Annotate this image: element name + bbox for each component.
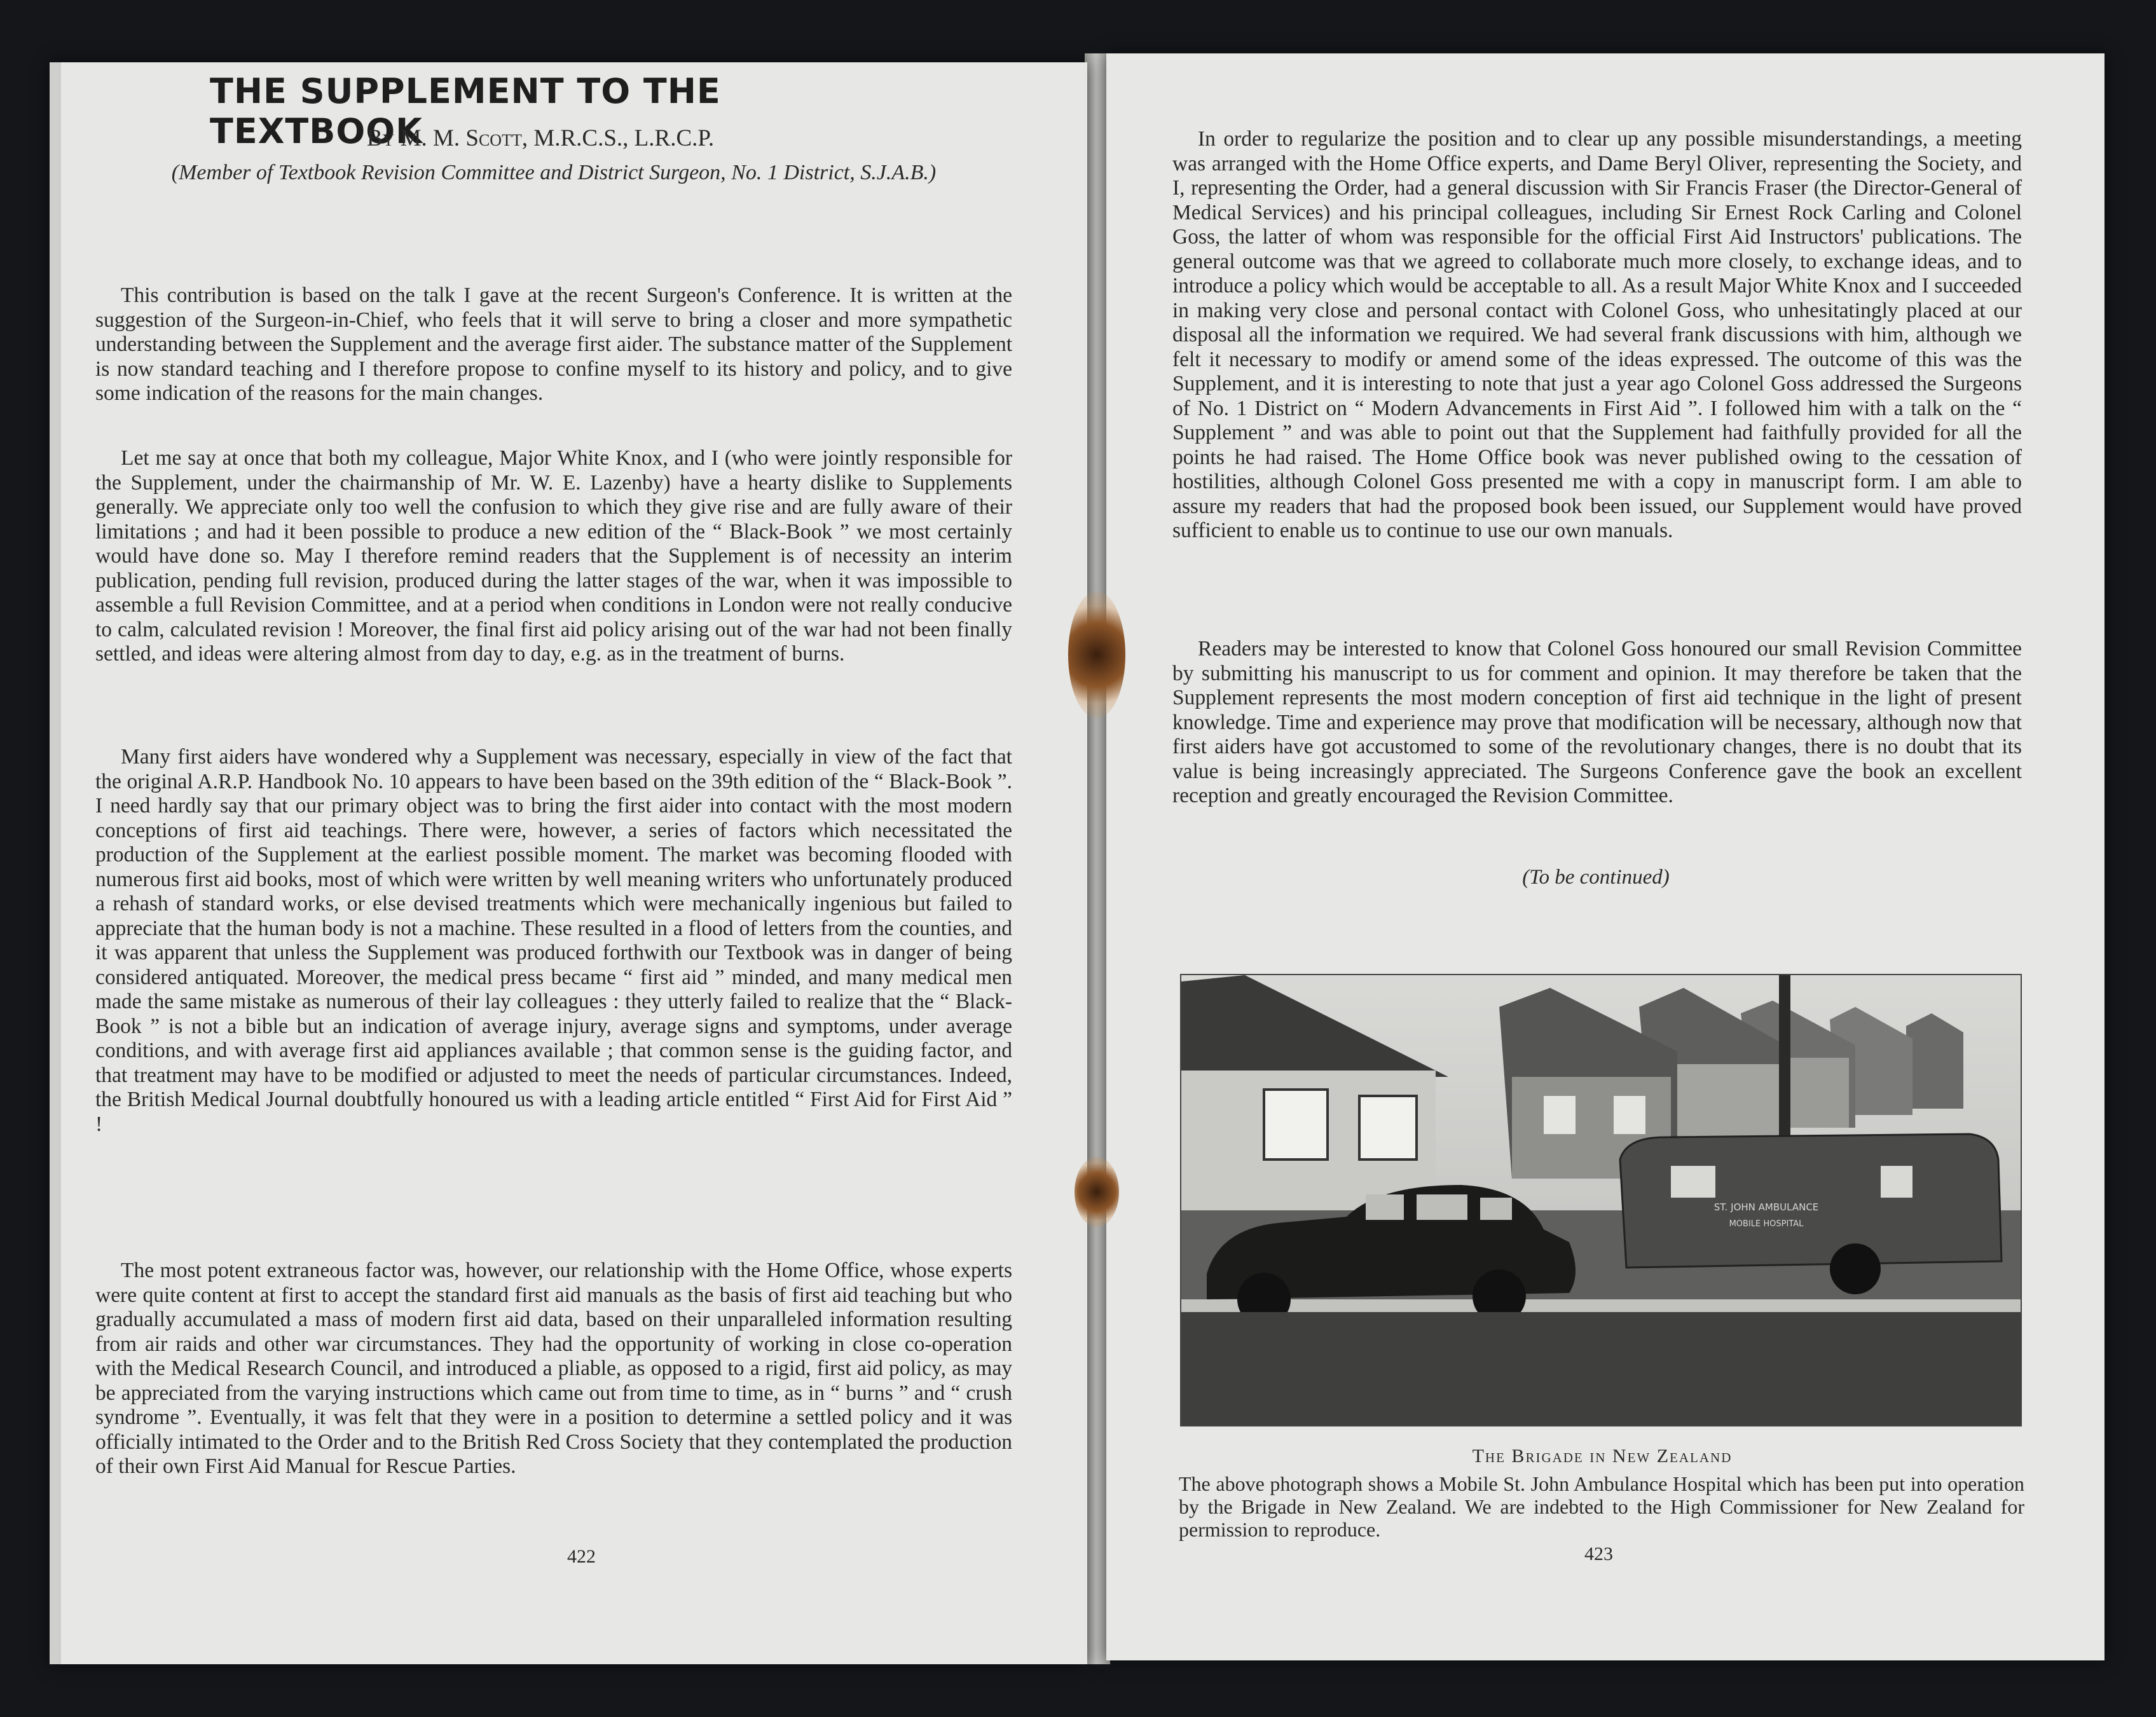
- right-paragraph-1: In order to regularize the position and to clear up any possible misunderstandings, a meeting was arranged with the Home Office experts, and Dame Beryl Oliver, representing the Society, and I, representing the Order, had a general discussion with Sir Francis Fraser (the Director-General of Medical Services) and his principal colleagues, including Sir Ernest Rock Carling and Colonel Goss, the latter of whom was responsible for the official First Aid Instructors' publications. The general outcome was that we agreed to collaborate much more closely, to exchange ideas, and to introduce a policy which would be acceptable to all. As a result Major White Knox and I succeeded in making very close and personal contact with Colonel Goss, who unhesitatingly placed at our disposal all the information we required. We had several frank discussions with him, although we felt it necessary to modify or amend some of the ideas expressed. The outcome of this was the Supplement, and it is interesting to note that just a year ago Colonel Goss addressed the Surgeons of No. 1 District on “ Modern Advancements in First Aid ”. I followed him with a talk on the “ Supplement ” and was able to point out that the Supplement had faithfully provided for all the points he had raised. The Home Office book was never published owing to the cessation of hostilities, although Colonel Goss presented me with a copy in manuscript form. I am able to assure my readers that had the proposed book been issued, our Supplement would have proved sufficient to enable us to continue to use our own manuals.: [1172, 127, 2022, 542]
- page-number-left: 422: [567, 1546, 596, 1567]
- article-byline: By M. M. Scott, M.R.C.S., L.R.C.P.: [366, 125, 715, 151]
- article-title: THE SUPPLEMENT TO THE TEXTBOOK: [210, 71, 721, 151]
- to-be-continued: (To be continued): [1522, 866, 1670, 889]
- van-lettering-2: MOBILE HOSPITAL: [1729, 1219, 1804, 1229]
- left-paragraph-2: Let me say at once that both my colleague, Major White Knox, and I (who were jointly responsible for the Supplement, under the chairmanship of Mr. W. E. Lazenby) have a hearty dislike to Supplements generally. We appreciate only too well the confusion to which they give rise and are fully aware of their limitations ; and had it been possible to produce a new edition of the “ Black-Book ” we most certainly would have done so. May I therefore remind readers that the Supplement is of necessity an interim publication, pending full revision, produced during the latter stages of the war, when it was impossible to assemble a full Revision Committee, and at a period when conditions in London were not really conducive to calm, calculated revision ! Moreover, the final first aid policy arising out of the war had not been finally settled, and ideas were altering almost from day to day, e.g. as in the treatment of burns.: [95, 446, 1012, 666]
- left-paragraph-1: This contribution is based on the talk I gave at the recent Surgeon's Conference. It is written at the suggestion of the Surgeon-in-Chief, who feels that it will serve to bring a closer and more sympathetic understanding between the Supplement and the average first aider. The substance matter of the Supplement is now standard teaching and I therefore propose to confine myself to its history and policy, and to give some indication of the reasons for the main changes.: [95, 284, 1012, 405]
- binding-stain-top: [1068, 591, 1125, 718]
- page-number-right: 423: [1584, 1543, 1613, 1564]
- author-affiliation: (Member of Textbook Revision Committee and District Surgeon, No. 1 District, S.J.A.B.): [171, 161, 937, 184]
- photo-caption-text: The above photograph shows a Mobile St. John Ambulance Hospital which has been put into operation by the Brigade in New Zealand. We are indebted to the High Commissioner for New Zealand for permission to reproduce.: [1179, 1472, 2024, 1541]
- ambulance-photo: [1180, 974, 2022, 1426]
- photo-illustration: [1181, 975, 2021, 1425]
- van-lettering-1: ST. JOHN AMBULANCE: [1713, 1201, 1819, 1213]
- right-paragraph-2: Readers may be interested to know that Colonel Goss honoured our small Revision Committee by submitting his manuscript to us for comment and opinion. It may therefore be taken that the Supplement represents the most modern conception of first aid technique in the light of present knowledge. Time and experience may prove that modification will be necessary, although now that first aiders have got accustomed to some of the revolutionary changes, there is no doubt that its value is being increasingly appreciated. The Surgeons Conference gave the book an excellent reception and greatly encouraged the Revision Committee.: [1172, 637, 2022, 807]
- photo-caption-title: The Brigade in New Zealand: [1472, 1446, 1733, 1467]
- binding-stain-bottom: [1075, 1157, 1119, 1227]
- left-paragraph-4: The most potent extraneous factor was, however, our relationship with the Home Office, whose experts were quite content at first to accept the standard first aid manuals as the basis of first aid teaching but who gradually accumulated a mass of modern first aid data, based on their unparalleled information resulting from air raids and other war circumstances. They had the opportunity of working in close co-operation with the Medical Research Council, and introduced a pliable, as opposed to a rigid, first aid policy, as may be appreciated from the varying instructions which came out from time to time, as in “ burns ” and “ crush syndrome ”. Eventually, it was felt that they were in a position to determine a settled policy and it was officially intimated to the Order and to the British Red Cross Society that they contemplated the production of their own First Aid Manual for Rescue Parties.: [95, 1259, 1012, 1478]
- left-paragraph-3: Many first aiders have wondered why a Supplement was necessary, especially in view of the fact that the original A.R.P. Handbook No. 10 appears to have been based on the 39th edition of the “ Black-Book ”. I need hardly say that our primary object was to bring the first aider into contact with the most modern conceptions of first aid teachings. There were, however, a series of factors which necessitated the production of the Supplement at the earliest possible moment. The market was becoming flooded with numerous first aid books, most of which were written by well meaning writers who unfortunately produced a rehash of standard works, or else devised treatments which were mechanically ingenious but failed to appreciate that the human body is not a machine. These resulted in a flood of letters from the counties, and it was apparent that unless the Supplement was produced forthwith our Textbook was in danger of being considered antiquated. Moreover, the medical press became “ first aid ” minded, and many medical men made the same mistake as numerous of their lay colleagues : they utterly failed to realize that the “ Black-Book ” is not a bible but an indication of average injury, average signs and symptoms, under average conditions, and with average first aid appliances available ; that common sense is the guiding factor, and that treatment may have to be modified or adjusted to meet the needs of particular circumstances. Indeed, the British Medical Journal doubtfully honoured us with a leading article entitled “ First Aid for First Aid ” !: [95, 745, 1012, 1136]
